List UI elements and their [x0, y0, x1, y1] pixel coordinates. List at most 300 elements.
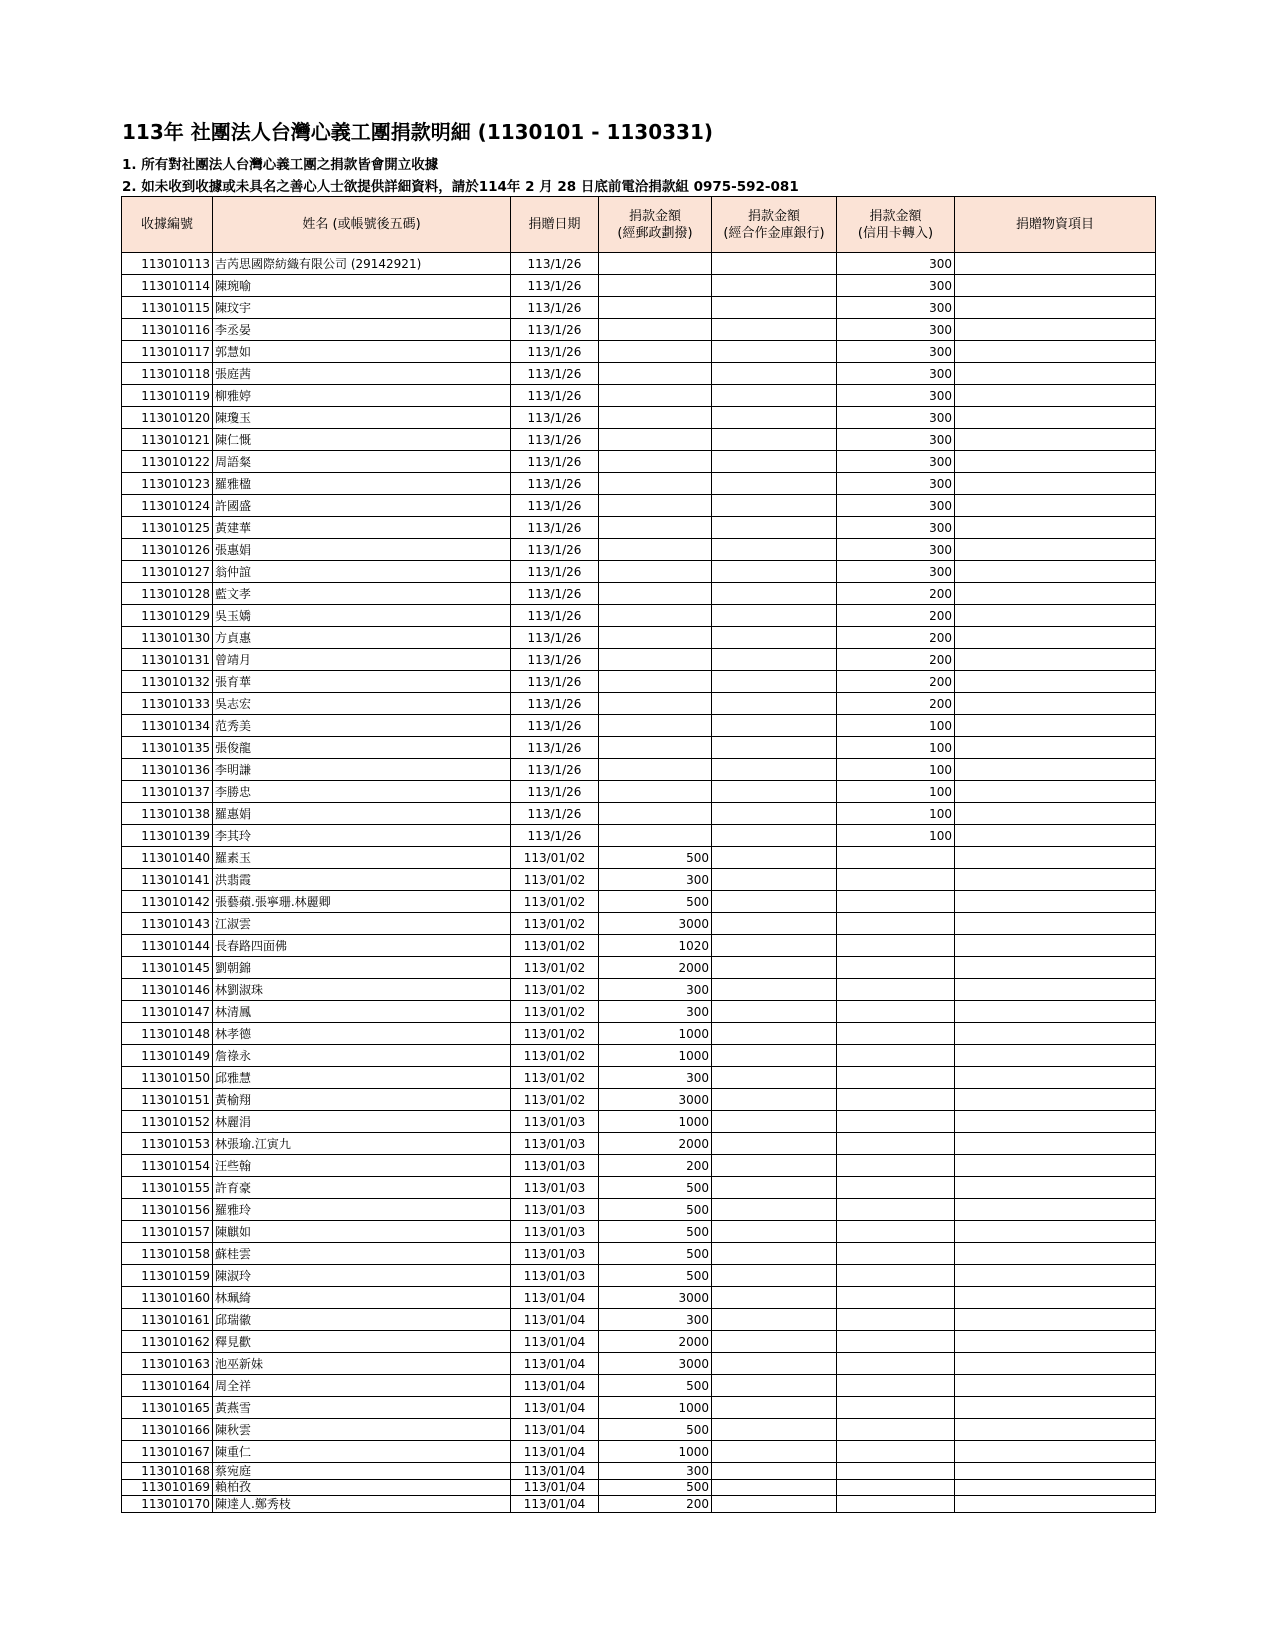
table-row	[122, 825, 1156, 847]
date-cell: 113/1/26	[511, 253, 599, 275]
goods-cell	[955, 737, 1156, 759]
date-cell: 113/01/02	[511, 913, 599, 935]
card-amount-cell: 300	[837, 363, 955, 385]
card-amount-cell: 300	[837, 341, 955, 363]
table-row	[122, 957, 1156, 979]
receipt-cell: 113010168	[122, 1463, 213, 1480]
bank-amount-cell	[712, 781, 837, 803]
name-cell: 張庭茜	[213, 363, 511, 385]
postal-amount-cell	[599, 451, 712, 473]
postal-amount-cell	[599, 495, 712, 517]
date-cell: 113/1/26	[511, 605, 599, 627]
name-cell: 張育華	[213, 671, 511, 693]
card-amount-cell	[837, 1221, 955, 1243]
postal-amount-cell: 1000	[599, 1397, 712, 1419]
name-cell: 陳秋雲	[213, 1419, 511, 1441]
table-row	[122, 1199, 1156, 1221]
postal-amount-cell: 3000	[599, 1353, 712, 1375]
table-row	[122, 605, 1156, 627]
table-row	[122, 429, 1156, 451]
date-cell: 113/01/04	[511, 1353, 599, 1375]
postal-amount-cell: 2000	[599, 1331, 712, 1353]
goods-cell	[955, 671, 1156, 693]
receipt-cell: 113010163	[122, 1353, 213, 1375]
date-cell: 113/01/03	[511, 1221, 599, 1243]
goods-cell	[955, 847, 1156, 869]
goods-cell	[955, 1265, 1156, 1287]
bank-amount-cell	[712, 935, 837, 957]
table-row	[122, 275, 1156, 297]
goods-cell	[955, 605, 1156, 627]
bank-amount-cell	[712, 253, 837, 275]
date-cell: 113/1/26	[511, 825, 599, 847]
card-amount-cell: 300	[837, 451, 955, 473]
goods-cell	[955, 429, 1156, 451]
postal-amount-cell: 200	[599, 1496, 712, 1513]
name-cell: 林張瑜.江寅九	[213, 1133, 511, 1155]
receipt-cell: 113010126	[122, 539, 213, 561]
receipt-cell: 113010145	[122, 957, 213, 979]
postal-amount-cell	[599, 583, 712, 605]
receipt-cell: 113010138	[122, 803, 213, 825]
receipt-cell: 113010152	[122, 1111, 213, 1133]
receipt-cell: 113010119	[122, 385, 213, 407]
bank-amount-cell	[712, 1111, 837, 1133]
postal-amount-cell	[599, 693, 712, 715]
goods-cell	[955, 319, 1156, 341]
table-row	[122, 891, 1156, 913]
receipt-cell: 113010136	[122, 759, 213, 781]
name-cell: 黃建華	[213, 517, 511, 539]
name-cell: 陳麒如	[213, 1221, 511, 1243]
goods-cell	[955, 385, 1156, 407]
goods-cell	[955, 715, 1156, 737]
date-cell: 113/1/26	[511, 275, 599, 297]
bank-amount-cell	[712, 561, 837, 583]
col-header-postal: 捐款金額 (經郵政劃撥)	[599, 197, 712, 253]
card-amount-cell	[837, 913, 955, 935]
card-amount-cell	[837, 1375, 955, 1397]
receipt-cell: 113010131	[122, 649, 213, 671]
bank-amount-cell	[712, 1479, 837, 1496]
bank-amount-cell	[712, 319, 837, 341]
table-row	[122, 253, 1156, 275]
col-header-goods: 捐贈物資項目	[955, 197, 1156, 253]
name-cell: 汪些翰	[213, 1155, 511, 1177]
goods-cell	[955, 1243, 1156, 1265]
receipt-cell: 113010153	[122, 1133, 213, 1155]
name-cell: 李勝忠	[213, 781, 511, 803]
card-amount-cell	[837, 1177, 955, 1199]
bank-amount-cell	[712, 385, 837, 407]
table-row	[122, 935, 1156, 957]
goods-cell	[955, 649, 1156, 671]
date-cell: 113/1/26	[511, 407, 599, 429]
name-cell: 蘇桂雲	[213, 1243, 511, 1265]
postal-amount-cell	[599, 803, 712, 825]
table-row	[122, 1265, 1156, 1287]
bank-amount-cell	[712, 759, 837, 781]
postal-amount-cell: 1000	[599, 1023, 712, 1045]
bank-amount-cell	[712, 737, 837, 759]
postal-amount-cell	[599, 825, 712, 847]
name-cell: 周全祥	[213, 1375, 511, 1397]
card-amount-cell: 300	[837, 407, 955, 429]
goods-cell	[955, 297, 1156, 319]
date-cell: 113/1/26	[511, 803, 599, 825]
table-row	[122, 1133, 1156, 1155]
bank-amount-cell	[712, 1441, 837, 1463]
card-amount-cell	[837, 1199, 955, 1221]
name-cell: 陳仁慨	[213, 429, 511, 451]
bank-amount-cell	[712, 825, 837, 847]
date-cell: 113/1/26	[511, 473, 599, 495]
name-cell: 藍文孝	[213, 583, 511, 605]
postal-amount-cell	[599, 671, 712, 693]
card-amount-cell	[837, 891, 955, 913]
postal-amount-cell	[599, 781, 712, 803]
table-row	[122, 407, 1156, 429]
name-cell: 陳達人.鄭秀枝	[213, 1496, 511, 1513]
goods-cell	[955, 1023, 1156, 1045]
name-cell: 李明謙	[213, 759, 511, 781]
bank-amount-cell	[712, 847, 837, 869]
table-row	[122, 1067, 1156, 1089]
goods-cell	[955, 1177, 1156, 1199]
receipt-cell: 113010137	[122, 781, 213, 803]
goods-cell	[955, 1067, 1156, 1089]
receipt-cell: 113010118	[122, 363, 213, 385]
bank-amount-cell	[712, 979, 837, 1001]
card-amount-cell: 300	[837, 517, 955, 539]
date-cell: 113/1/26	[511, 495, 599, 517]
table-row	[122, 627, 1156, 649]
card-amount-cell: 100	[837, 715, 955, 737]
receipt-cell: 113010116	[122, 319, 213, 341]
note-contact: 2. 如未收到收據或未具名之善心人士欲提供詳細資料，請於114年 2 月 28 日底前電洽捐款組 0975-592-081	[122, 179, 799, 195]
card-amount-cell: 200	[837, 693, 955, 715]
receipt-cell: 113010164	[122, 1375, 213, 1397]
date-cell: 113/01/02	[511, 957, 599, 979]
name-cell: 陳重仁	[213, 1441, 511, 1463]
postal-amount-cell	[599, 319, 712, 341]
card-amount-cell: 300	[837, 561, 955, 583]
name-cell: 江淑雲	[213, 913, 511, 935]
receipt-cell: 113010122	[122, 451, 213, 473]
bank-amount-cell	[712, 1496, 837, 1513]
name-cell: 劉朝錦	[213, 957, 511, 979]
date-cell: 113/1/26	[511, 627, 599, 649]
card-amount-cell: 200	[837, 605, 955, 627]
card-amount-cell	[837, 1045, 955, 1067]
date-cell: 113/1/26	[511, 649, 599, 671]
bank-amount-cell	[712, 957, 837, 979]
postal-amount-cell	[599, 605, 712, 627]
card-amount-cell	[837, 1463, 955, 1480]
receipt-cell: 113010170	[122, 1496, 213, 1513]
table-row	[122, 1089, 1156, 1111]
name-cell: 張俊龍	[213, 737, 511, 759]
table-row	[122, 319, 1156, 341]
name-cell: 周語粲	[213, 451, 511, 473]
goods-cell	[955, 1221, 1156, 1243]
bank-amount-cell	[712, 583, 837, 605]
table-row	[122, 1001, 1156, 1023]
goods-cell	[955, 1397, 1156, 1419]
name-cell: 郭慧如	[213, 341, 511, 363]
table-row	[122, 473, 1156, 495]
receipt-cell: 113010166	[122, 1419, 213, 1441]
receipt-cell: 113010114	[122, 275, 213, 297]
receipt-cell: 113010128	[122, 583, 213, 605]
goods-cell	[955, 1133, 1156, 1155]
bank-amount-cell	[712, 1463, 837, 1480]
date-cell: 113/01/04	[511, 1496, 599, 1513]
date-cell: 113/1/26	[511, 759, 599, 781]
table-row	[122, 1331, 1156, 1353]
table-row	[122, 341, 1156, 363]
bank-amount-cell	[712, 1001, 837, 1023]
name-cell: 林劉淑珠	[213, 979, 511, 1001]
postal-amount-cell: 500	[599, 1199, 712, 1221]
receipt-cell: 113010124	[122, 495, 213, 517]
name-cell: 陳琬喻	[213, 275, 511, 297]
receipt-cell: 113010134	[122, 715, 213, 737]
table-row	[122, 913, 1156, 935]
name-cell: 長春路四面佛	[213, 935, 511, 957]
table-row	[122, 1397, 1156, 1419]
goods-cell	[955, 1199, 1156, 1221]
receipt-cell: 113010132	[122, 671, 213, 693]
table-row	[122, 363, 1156, 385]
date-cell: 113/1/26	[511, 297, 599, 319]
postal-amount-cell: 500	[599, 1479, 712, 1496]
card-amount-cell	[837, 1441, 955, 1463]
date-cell: 113/1/26	[511, 517, 599, 539]
name-cell: 柳雅婷	[213, 385, 511, 407]
table-row	[122, 451, 1156, 473]
table-row	[122, 1375, 1156, 1397]
date-cell: 113/01/02	[511, 1001, 599, 1023]
date-cell: 113/01/03	[511, 1243, 599, 1265]
receipt-cell: 113010155	[122, 1177, 213, 1199]
date-cell: 113/01/02	[511, 869, 599, 891]
date-cell: 113/1/26	[511, 781, 599, 803]
name-cell: 賴柏孜	[213, 1479, 511, 1496]
date-cell: 113/1/26	[511, 583, 599, 605]
receipt-cell: 113010135	[122, 737, 213, 759]
name-cell: 吉芮思國際紡織有限公司 (29142921)	[213, 253, 511, 275]
bank-amount-cell	[712, 275, 837, 297]
name-cell: 黃榆翔	[213, 1089, 511, 1111]
name-cell: 張藝蘋.張寧珊.林麗卿	[213, 891, 511, 913]
postal-amount-cell	[599, 385, 712, 407]
date-cell: 113/01/04	[511, 1463, 599, 1480]
card-amount-cell: 200	[837, 671, 955, 693]
bank-amount-cell	[712, 715, 837, 737]
postal-amount-cell	[599, 275, 712, 297]
card-amount-cell	[837, 1067, 955, 1089]
name-cell: 邱瑞徽	[213, 1309, 511, 1331]
receipt-cell: 113010130	[122, 627, 213, 649]
date-cell: 113/1/26	[511, 737, 599, 759]
card-amount-cell	[837, 1023, 955, 1045]
postal-amount-cell: 1000	[599, 1045, 712, 1067]
table-row	[122, 1243, 1156, 1265]
postal-amount-cell: 500	[599, 1419, 712, 1441]
card-amount-cell	[837, 1287, 955, 1309]
postal-amount-cell: 500	[599, 1265, 712, 1287]
postal-amount-cell	[599, 253, 712, 275]
name-cell: 林孝德	[213, 1023, 511, 1045]
card-amount-cell	[837, 1111, 955, 1133]
goods-cell	[955, 869, 1156, 891]
date-cell: 113/1/26	[511, 363, 599, 385]
name-cell: 池巫新妹	[213, 1353, 511, 1375]
name-cell: 林珮綺	[213, 1287, 511, 1309]
receipt-cell: 113010161	[122, 1309, 213, 1331]
receipt-cell: 113010160	[122, 1287, 213, 1309]
date-cell: 113/01/04	[511, 1419, 599, 1441]
bank-amount-cell	[712, 671, 837, 693]
receipt-cell: 113010148	[122, 1023, 213, 1045]
bank-amount-cell	[712, 473, 837, 495]
bank-amount-cell	[712, 891, 837, 913]
bank-amount-cell	[712, 1045, 837, 1067]
name-cell: 許國盛	[213, 495, 511, 517]
receipt-cell: 113010127	[122, 561, 213, 583]
postal-amount-cell: 500	[599, 1243, 712, 1265]
receipt-cell: 113010141	[122, 869, 213, 891]
name-cell: 陳淑玲	[213, 1265, 511, 1287]
table-row	[122, 715, 1156, 737]
receipt-cell: 113010144	[122, 935, 213, 957]
card-amount-cell: 300	[837, 539, 955, 561]
col-header-receipt: 收據編號	[122, 197, 213, 253]
receipt-cell: 113010117	[122, 341, 213, 363]
card-amount-cell: 300	[837, 429, 955, 451]
goods-cell	[955, 451, 1156, 473]
bank-amount-cell	[712, 1309, 837, 1331]
date-cell: 113/01/03	[511, 1133, 599, 1155]
name-cell: 許育豪	[213, 1177, 511, 1199]
card-amount-cell: 100	[837, 803, 955, 825]
donation-table	[121, 196, 1156, 1513]
receipt-cell: 113010120	[122, 407, 213, 429]
postal-amount-cell: 1020	[599, 935, 712, 957]
table-row	[122, 1023, 1156, 1045]
goods-cell	[955, 495, 1156, 517]
card-amount-cell: 100	[837, 781, 955, 803]
goods-cell	[955, 1375, 1156, 1397]
name-cell: 曾靖月	[213, 649, 511, 671]
receipt-cell: 113010150	[122, 1067, 213, 1089]
col-header-date: 捐贈日期	[511, 197, 599, 253]
card-amount-cell: 300	[837, 385, 955, 407]
table-header-row	[122, 197, 1156, 253]
table-row	[122, 1479, 1156, 1496]
goods-cell	[955, 759, 1156, 781]
name-cell: 羅惠娟	[213, 803, 511, 825]
card-amount-cell	[837, 1331, 955, 1353]
table-row	[122, 847, 1156, 869]
bank-amount-cell	[712, 1353, 837, 1375]
receipt-cell: 113010146	[122, 979, 213, 1001]
receipt-cell: 113010149	[122, 1045, 213, 1067]
bank-amount-cell	[712, 1243, 837, 1265]
postal-amount-cell: 300	[599, 1067, 712, 1089]
goods-cell	[955, 1309, 1156, 1331]
name-cell: 吳玉嬌	[213, 605, 511, 627]
postal-amount-cell: 300	[599, 1463, 712, 1480]
name-cell: 詹祿永	[213, 1045, 511, 1067]
card-amount-cell	[837, 1397, 955, 1419]
bank-amount-cell	[712, 649, 837, 671]
date-cell: 113/01/04	[511, 1441, 599, 1463]
postal-amount-cell: 3000	[599, 1089, 712, 1111]
name-cell: 林清鳳	[213, 1001, 511, 1023]
card-amount-cell	[837, 847, 955, 869]
goods-cell	[955, 1441, 1156, 1463]
goods-cell	[955, 1479, 1156, 1496]
goods-cell	[955, 825, 1156, 847]
table-row	[122, 1309, 1156, 1331]
card-amount-cell	[837, 1001, 955, 1023]
goods-cell	[955, 891, 1156, 913]
card-amount-cell	[837, 1243, 955, 1265]
card-amount-cell	[837, 935, 955, 957]
date-cell: 113/01/02	[511, 935, 599, 957]
postal-amount-cell	[599, 627, 712, 649]
bank-amount-cell	[712, 1375, 837, 1397]
date-cell: 113/01/03	[511, 1155, 599, 1177]
bank-amount-cell	[712, 517, 837, 539]
postal-amount-cell: 500	[599, 1177, 712, 1199]
goods-cell	[955, 1111, 1156, 1133]
table-row	[122, 517, 1156, 539]
table-row	[122, 1441, 1156, 1463]
bank-amount-cell	[712, 627, 837, 649]
goods-cell	[955, 1463, 1156, 1480]
postal-amount-cell: 500	[599, 847, 712, 869]
card-amount-cell	[837, 1089, 955, 1111]
bank-amount-cell	[712, 1397, 837, 1419]
postal-amount-cell: 300	[599, 869, 712, 891]
table-row	[122, 539, 1156, 561]
receipt-cell: 113010165	[122, 1397, 213, 1419]
name-cell: 范秀美	[213, 715, 511, 737]
postal-amount-cell: 300	[599, 979, 712, 1001]
bank-amount-cell	[712, 1067, 837, 1089]
postal-amount-cell	[599, 561, 712, 583]
date-cell: 113/01/02	[511, 847, 599, 869]
date-cell: 113/1/26	[511, 539, 599, 561]
postal-amount-cell	[599, 715, 712, 737]
card-amount-cell: 300	[837, 275, 955, 297]
bank-amount-cell	[712, 1221, 837, 1243]
date-cell: 113/01/02	[511, 1045, 599, 1067]
date-cell: 113/1/26	[511, 451, 599, 473]
goods-cell	[955, 253, 1156, 275]
receipt-cell: 113010156	[122, 1199, 213, 1221]
bank-amount-cell	[712, 1331, 837, 1353]
card-amount-cell	[837, 1353, 955, 1375]
bank-amount-cell	[712, 1089, 837, 1111]
date-cell: 113/01/04	[511, 1287, 599, 1309]
bank-amount-cell	[712, 407, 837, 429]
goods-cell	[955, 341, 1156, 363]
goods-cell	[955, 517, 1156, 539]
